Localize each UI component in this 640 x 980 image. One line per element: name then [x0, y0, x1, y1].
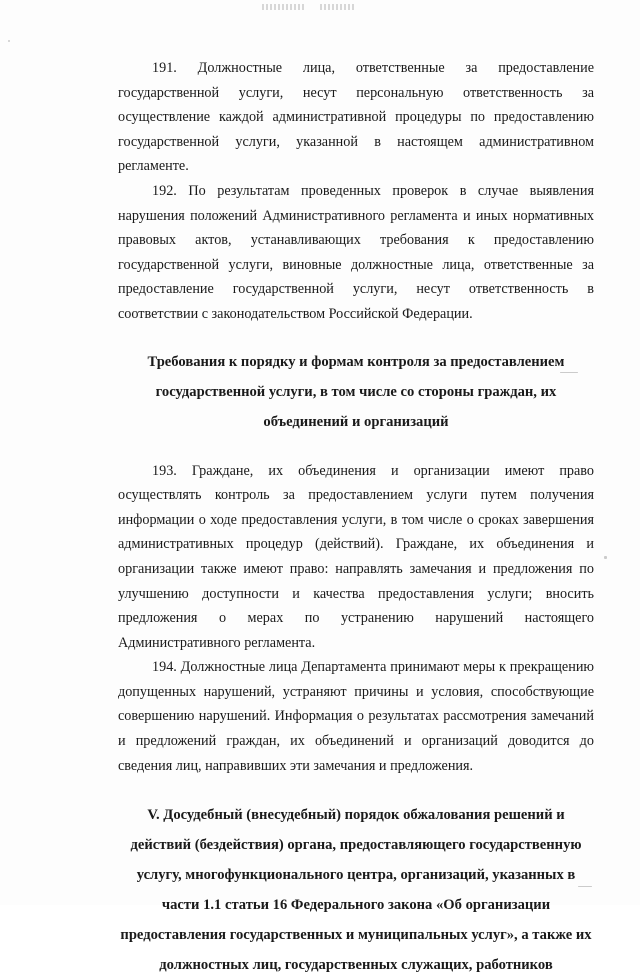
- scan-speck: [604, 556, 607, 559]
- paragraph-text: По результатам проведенных проверок в случае выявления нарушения положений Административного регламента и иных нормативных правовых актов, устанавливающих требования к предоставлению государственной услуги, виновные должностные лица, ответственные за предоставление государственной услуги, несут ответственность в соответствии с законодательством Российской Федерации.: [118, 182, 594, 322]
- paragraph-text: Граждане, их объединения и организации имеют право осуществлять контроль за предоставлением услуги путем получения информации о ходе предоставления услуги, в том числе о сроках завершения административных процедур (действий). Граждане, их объединения и организации также имеют право: направлять замечания и предложения по улучшению доступности и качества предоставления услуги; вносить предложения о мерах по устранению нарушений настоящего Административного регламента.: [118, 462, 595, 651]
- section-heading-v: V. Досудебный (внесудебный) порядок обжалования решений и действий (бездействия) органа, предоставляющего государственную услугу, многофункционального центра, организаций, указанных в части 1.1 статьи 16 Федерального закона «Об организации предоставления государственных и муниципальных услуг», а также их должностных лиц, государственных служащих, работников: [120, 807, 592, 974]
- section-heading-control: Требования к порядку и формам контроля за предоставлением государственной услуги, в том числе со стороны граждан, их объединений и организаций: [147, 353, 565, 430]
- paragraph-number: 194.: [152, 659, 177, 676]
- paragraph-192: [118, 179, 594, 327]
- paragraph-number: 192.: [152, 182, 177, 199]
- scan-speck: [8, 40, 10, 42]
- paragraph-194: [118, 655, 594, 778]
- paragraph-193: [118, 459, 594, 656]
- paragraph-number: 193.: [152, 462, 177, 479]
- paragraph-text: Должностные лица, ответственные за предоставление государственной услуги, несут персональную ответственность за осуществление каждой административной процедуры по предоставлению государственной услуги, указанной в настоящем административном регламенте.: [118, 60, 594, 175]
- paragraph-text: Должностные лица Департамента принимают меры к прекращению допущенных нарушений, устраняют причины и условия, способствующие совершению нарушений. Информация о результатах рассмотрения замечаний и предложений граждан, их объединений и организаций доводится до сведения лиц, направивших эти замечания и предложения.: [118, 659, 595, 774]
- scan-artifact-top-left: [262, 4, 304, 10]
- scan-artifact-top-right: [320, 4, 354, 10]
- paragraph-number: 191.: [152, 60, 177, 76]
- document-body: [118, 56, 594, 980]
- paragraph-191: [118, 56, 594, 179]
